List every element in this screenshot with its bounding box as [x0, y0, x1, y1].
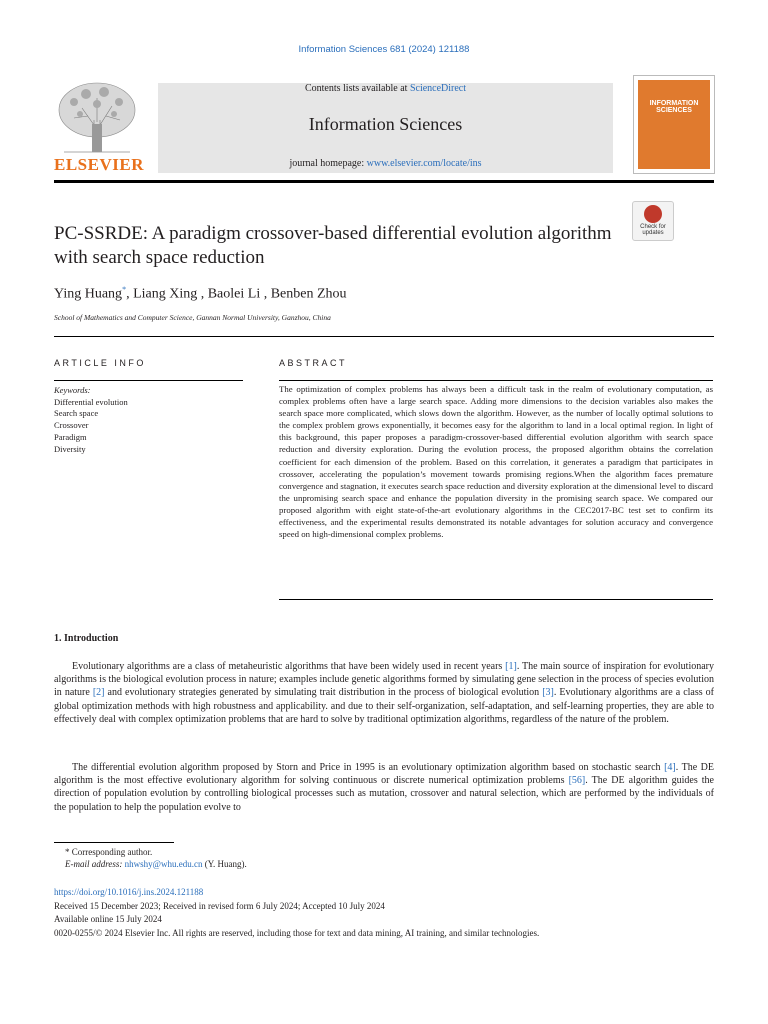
text-run: . The DE algorithm guides the direction of population evolution by controlling biological processes such as mutation, crossover and natural selection, which are performed by the individuals of the population to help the population evolve to [54, 775, 714, 813]
section-heading: 1. Introduction [54, 633, 119, 644]
text-run: . The main source of inspiration for evolutionary algorithms is the biological evolution process in nature; examples include genetic algorithms formed by simulating gene selection in the process of species evolution in nature [54, 661, 715, 699]
affiliation: School of Mathematics and Computer Science, Gannan Normal University, Ganzhou, China [54, 313, 331, 322]
footnote-rule [54, 842, 174, 843]
corresponding-note: * Corresponding author. [65, 847, 153, 857]
author-list [54, 285, 347, 303]
copyright: 0020-0255/© 2024 Elsevier Inc. All rights are reserved, including those for text and data mining, AI training, and similar technologies. [54, 928, 540, 938]
divider [279, 599, 713, 600]
contents-prefix: Contents lists available at [304, 83, 410, 94]
corresponding-mark[interactable]: * [122, 285, 127, 294]
reference-link[interactable]: 6] [576, 775, 586, 787]
contents-line [158, 83, 613, 94]
homepage-prefix: journal homepage: [289, 158, 367, 169]
keyword-item: Crossover [54, 420, 89, 431]
keyword-item: Diversity [54, 443, 86, 454]
text-run: Evolutionary algorithms are a class of metaheuristic algorithms that have been widely used in recent years [72, 661, 506, 672]
abstract-heading: ABSTRACT [279, 358, 348, 368]
text-run: . Evolutionary algorithms are a class of global optimization methods with high robustness and applicability. and due to their self-organization, self-adaptation, and self-learning properties, they are able to effectively deal with complex optimization problems that are hard to solve by traditional optimization algorithms, regardless of the nature of the problem. [54, 687, 714, 725]
cover-title: INFORMATION SCIENCES [649, 100, 699, 114]
keyword-item: Differential evolution [54, 396, 128, 407]
keyword-item: Search space [54, 408, 99, 419]
text-run: . The DE algorithm is the most effective evolutionary algorithm for solving continuous or discrete numerical optimization problems [54, 762, 715, 787]
reference-link[interactable]: [2] [92, 687, 105, 699]
author-first[interactable]: Ying Huang [54, 286, 123, 302]
doi-link[interactable]: https://doi.org/10.1016/j.ins.2024.121188 [54, 887, 204, 897]
abstract-text: The optimization of complex problems has always been a difficult task in the realm of evolutionary computation, as complex problems often have a large search space. Adding more dimensions to the decision variables also makes the search space more complicated, which slows down the algorithm. However, as the number of locally optimal solutions to the complex problem grows exponentially, it becomes easy for the algorithm to land in a local optimal region. In light of this background, this paper proposes a paradigm-crossover-based differential evolution algorithm with search space reduction and diversity exploration. During the evolution process, the proposed algorithm obtains the correlation coefficient for each dimension of the problem. Based on this correlation, it generates a paradigm that participates in crossover, accelerating the population’s movement towards promising regions.When the algorithm faces premature convergence and stagnation, it executes search space reduction and diversity exploration at the dimensional level to discard the unpromising search space and enhance the population diversity in the promising search space. We compared our proposed algorithm with eight state-of-the-art evolutionary algorithms in the CEC2017-BC test set to confirm its effectiveness, and the experimental results demonstrated its notable advantages for solution accuracy and convergence speed on high-dimensional complex problems. [279, 384, 713, 540]
received-dates: Received 15 December 2023; Received in revised form 6 July 2024; Accepted 10 July 2024 [54, 901, 385, 911]
reference-link[interactable]: [4] [664, 762, 676, 773]
email-note [65, 859, 247, 869]
sciencedirect-link[interactable]: ScienceDirect [409, 83, 467, 94]
divider [54, 380, 243, 381]
available-online: Available online 15 July 2024 [54, 914, 162, 924]
bookmark-icon [644, 205, 662, 223]
text-run: and evolutionary strategies generated by simulating trait distribution in the process of biological evolution [104, 687, 543, 699]
article-info-heading: ARTICLE INFO [54, 358, 146, 368]
check-for-updates-button[interactable] [632, 201, 674, 241]
homepage-link[interactable]: www.elsevier.com/locate/ins [366, 158, 482, 169]
intro-paragraph-2 [54, 761, 714, 814]
check-for-updates-label: Check for updates [640, 224, 666, 236]
elsevier-wordmark: ELSEVIER [54, 155, 144, 174]
journal-banner [158, 83, 613, 173]
homepage-line [158, 158, 613, 169]
reference-link[interactable]: [3] [542, 687, 554, 699]
keywords-label: Keywords: [54, 385, 91, 395]
text-run: The differential evolution algorithm proposed by Storn and Price in 1995 is an evolutionary optimization algorithm based on stochastic search [72, 762, 665, 773]
header-rule [54, 180, 714, 183]
reference-link[interactable]: [5 [568, 775, 577, 787]
cover-artwork [638, 80, 710, 169]
keywords-block [54, 385, 128, 455]
email-suffix: (Y. Huang). [202, 859, 247, 869]
journal-title[interactable]: Information Sciences [308, 114, 463, 134]
divider [54, 336, 714, 337]
email-link[interactable]: nhwshy@whu.edu.cn [124, 859, 203, 869]
author-rest[interactable]: , Liang Xing , Baolei Li , Benben Zhou [126, 286, 347, 302]
paper-title: PC-SSRDE: A paradigm crossover-based differential evolution algorithm with search space reduction [54, 223, 612, 268]
divider [279, 380, 713, 381]
intro-paragraph-1 [54, 660, 714, 726]
keyword-item: Paradigm [54, 431, 87, 442]
email-label: E-mail address: [65, 859, 123, 869]
journal-citation[interactable]: Information Sciences 681 (2024) 121188 [298, 44, 470, 55]
journal-cover-thumbnail[interactable] [633, 75, 715, 174]
reference-link[interactable]: [1] [505, 661, 517, 672]
